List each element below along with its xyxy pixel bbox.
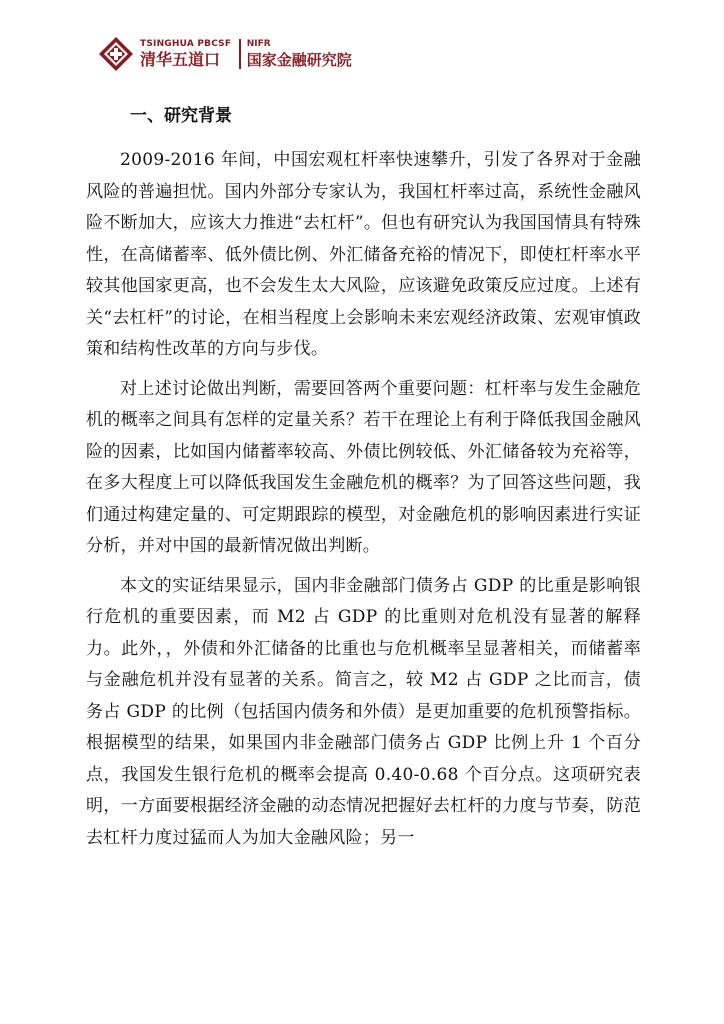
paragraph-1: 2009-2016 年间，中国宏观杠杆率快速攀升，引发了各界对于金融风险的普遍担忧。国内外部分专家认为，我国杠杆率过高，系统性金融风险不断加大，应该大力推进“去杠杆”。但也有研究认为我国国情具有特殊性，在高储蓄率、低外债比例、外汇储备充裕的情况下，即使杠杆率水平较其他国家更高，也不会发生太大风险，应该避免政策反应过度。上述有关“去杠杆”的讨论，在相当程度上会影响未来宏观经济政策、宏观审慎政策和结构性改革的方向与步伐。 bbox=[86, 150, 641, 359]
paragraph-2: 对上述讨论做出判断，需要回答两个重要问题：杠杆率与发生金融危机的概率之间具有怎样的定量关系？若干在理论上有利于降低我国金融风险的因素，比如国内储蓄率较高、外债比例较低、外汇储备较为充裕等，在多大程度上可以降低我国发生金融危机的概率？为了回答这些问题，我们通过构建定量的、可定期跟踪的模型，对金融危机的影响因素进行实证分析，并对中国的最新情况做出判断。 bbox=[86, 378, 641, 556]
brand-left-en: TSINGHUA PBCSF bbox=[140, 38, 232, 49]
brand-left-zh: 清华五道口 bbox=[140, 49, 221, 69]
tsinghua-pbcsf-logo-icon bbox=[98, 36, 134, 72]
page-header bbox=[98, 34, 352, 74]
section-heading: 一、研究背景 bbox=[130, 106, 232, 126]
paragraph-3: 本文的实证结果显示，国内非金融部门债务占 GDP 的比重是影响银行危机的重要因素，而 M2 占 GDP 的比重则对危机没有显著的解释力。此外，，外债和外汇储备的比重也与危机概率呈显著相关，而储蓄率与金融危机并没有显著的关系。简言之，较 M2 占 GDP 之比而言，债务占 GDP 的比例（包括国内债务和外债）是更加重要的危机预警指标。根据模型的结果，如果国内非金融部门债务占 GDP 比例上升 1 个百分点，我国发生银行危机的概率会提高 0.40-0.68 个百分点。这项研究表明，一方面要根据经济金融的动态情况把握好去杠杆的力度与节奏，防范去杠杆力度过猛而人为加大金融风险；另一 bbox=[86, 575, 641, 848]
body-text bbox=[86, 145, 641, 862]
brand-right-zh: 国家金融研究院 bbox=[246, 50, 352, 69]
brand-left bbox=[140, 39, 231, 70]
brand-right bbox=[247, 39, 352, 70]
brand-right-en: NIFR bbox=[246, 38, 271, 49]
brand-divider bbox=[239, 39, 241, 69]
